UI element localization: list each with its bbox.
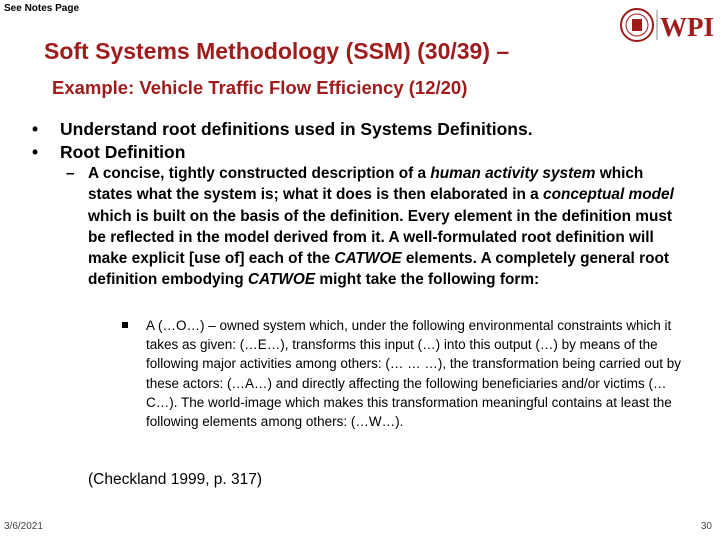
footer-date: 3/6/2021 xyxy=(4,521,43,532)
text-segment: which states what the system is; what it does is then elaborated in a xyxy=(88,165,644,204)
bullet-text: Root Definition xyxy=(60,142,186,162)
slide-subtitle: Example: Vehicle Traffic Flow Efficiency (12/20) xyxy=(52,77,468,98)
notes-page-label: See Notes Page xyxy=(4,3,80,14)
bullet-item xyxy=(28,118,708,141)
bullet-dot-icon: • xyxy=(32,142,39,162)
sub-sub-bullet xyxy=(122,316,692,431)
sub-bullet xyxy=(66,163,691,291)
text-segment-italic: human activity system xyxy=(430,165,596,182)
text-segment-italic: CATWOE xyxy=(247,271,316,289)
page-number: 30 xyxy=(700,521,712,532)
wpi-logo-icon xyxy=(619,6,715,44)
sub-bullet-text xyxy=(88,163,691,291)
square-bullet-icon xyxy=(122,322,128,328)
logo-text: WPI xyxy=(660,12,714,42)
bullet-dot-icon: • xyxy=(32,119,39,139)
text-segment-italic: conceptual model xyxy=(543,186,674,204)
dash-bullet-icon: – xyxy=(66,165,75,182)
bullet-item xyxy=(28,141,708,164)
text-segment: might take the following form: xyxy=(315,271,540,289)
citation: (Checkland 1999, p. 317) xyxy=(88,471,263,488)
text-segment: which is built on the basis of the definition. Every element in the definition must be reflected in the model derived from it. A well-formulated root definition will make explicit [use of] each of the xyxy=(88,207,673,268)
bullet-list xyxy=(28,118,708,164)
text-segment: A concise, tightly constructed description of a xyxy=(88,165,431,182)
sub-sub-bullet-text: A (…O…) – owned system which, under the following environmental constraints which it takes as given: (…E…), transforms this input (…) into this output (…) by means of the following major activities among others: (… … …), the transformation being carried out by these actors: (…A…) and directly affecting the following beneficiaries and/or victims (…C…). The world-image which makes this transformation meaningful contains at least the following elements among others: (…W…). xyxy=(146,318,681,430)
bullet-text: Understand root definitions used in Systems Definitions. xyxy=(60,119,533,139)
slide-title: Soft Systems Methodology (SSM) (30/39) – xyxy=(44,38,510,64)
text-segment-italic: CATWOE xyxy=(334,250,402,268)
text-segment: elements. A completely general root definition embodying xyxy=(88,250,670,289)
